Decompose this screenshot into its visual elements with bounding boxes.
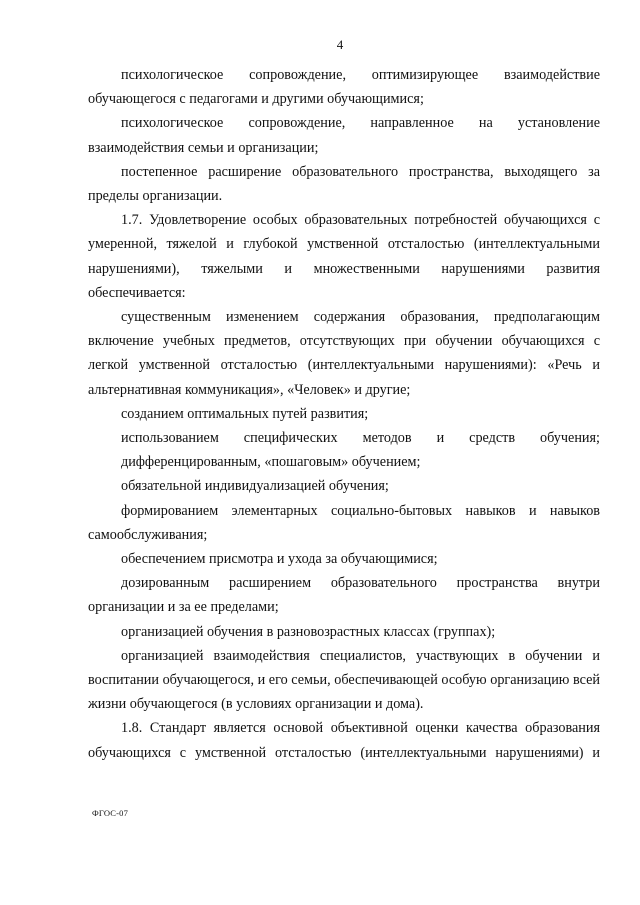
paragraph-supervision-care: обеспечением присмотра и ухода за обучающимися; xyxy=(121,551,438,568)
paragraph-social-skills: формированием элементарных социально-бытовых навыков и навыков самообслуживания; xyxy=(88,502,600,543)
paragraph-stepwise-learning: дифференцированным, «пошаговым» обучением; xyxy=(121,454,421,471)
paragraph-gradual-expansion: постепенное расширение образовательного пространства, выходящего за пределы организации. xyxy=(88,163,600,205)
paragraph-optimal-paths: созданием оптимальных путей развития; xyxy=(121,405,369,422)
paragraph-dosed-expansion: дозированным расширением образовательного пространства внутри организации и за ее пределами; xyxy=(88,575,600,616)
page-number: 4 xyxy=(336,37,344,52)
footer-code: ФГОС-07 xyxy=(92,808,129,818)
paragraph-section-1-7: 1.7. Удовлетворение особых образовательных потребностей обучающихся с умеренной, тяжелой и глубокой умственной отсталостью (интеллектуальными нарушениями), тяжелыми и множественными нарушениями развития обеспечивается: xyxy=(88,212,600,301)
paragraph-content-change: существенным изменением содержания образования, предполагающим включение учебных предметов, отсутствующих при обучении обучающихся с легкой умственной отсталостью (интеллектуальными нарушениями): «Речь и альтернативная коммуникация», «Человек» и другие; xyxy=(88,309,600,398)
paragraph-section-1-8: 1.8. Стандарт является основой объективной оценки качества образования обучающихся с умственной отсталостью (интеллектуальными нарушениями) и xyxy=(88,720,600,761)
document-body xyxy=(88,63,600,765)
paragraph-specific-methods: использованием специфических методов и средств обучения; xyxy=(121,430,600,447)
paragraph-specialist-interaction: организацией взаимодействия специалистов, участвующих в обучении и воспитании обучающегося, и его семьи, обеспечивающей особую организацию всей жизни обучающегося (в условиях организации и дома). xyxy=(88,647,600,713)
paragraph-mixed-age-classes: организацией обучения в разновозрастных классах (группах); xyxy=(121,623,496,640)
paragraph-psych-support-family: психологическое сопровождение, направленное на установление взаимодействия семьи и организации; xyxy=(88,115,600,156)
paragraph-individualization: обязательной индивидуализацией обучения; xyxy=(121,478,389,495)
paragraph-psych-support-interaction: психологическое сопровождение, оптимизирующее взаимодействие обучающегося с педагогами и другими обучающимися; xyxy=(88,67,600,108)
